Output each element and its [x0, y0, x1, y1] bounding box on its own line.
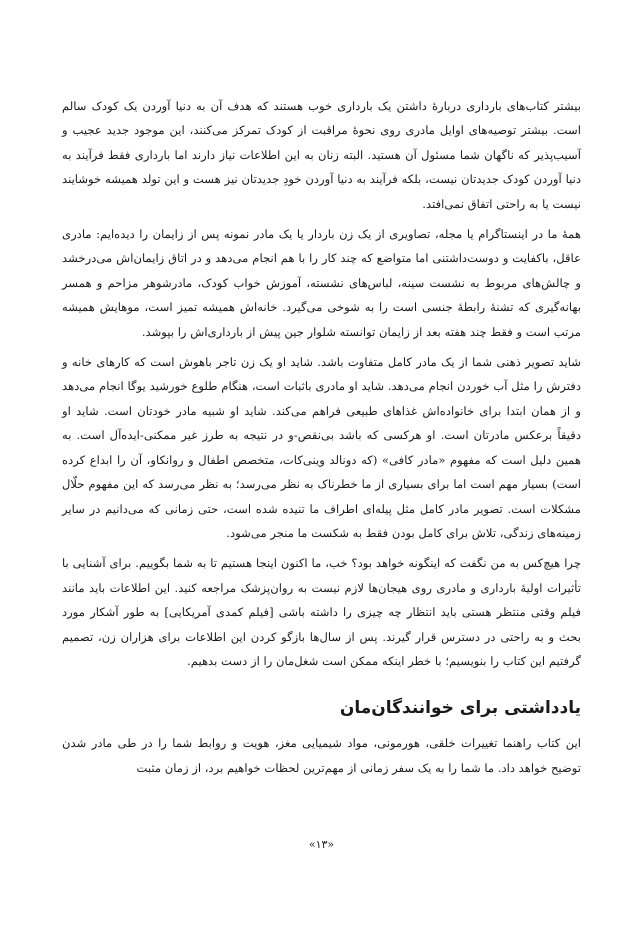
page-number: «۱۳»	[308, 838, 335, 851]
body-paragraph-4: چرا هیچ‌کس به من نگفت که اینگونه خواهد بود؟ خب، ما اکنون اینجا هستیم تا به شما بگوییم. برای آشنایی با تأثیرات اولیهٔ بارداری و مادری روی هیجان‌ها لازم نیست به روان‌پزشک مراجعه کنید. این اطلاعات باید مانند فیلم وقتی منتظر هستی باید انتظار چه چیزی را داشته باشی [فیلم کمدی آمریکایی] به طور آشکار مورد بحث و به راحتی در دسترس قرار گیرند. پس از سال‌ها بازگو کردن این اطلاعات برای هزاران زن، تصمیم گرفتیم این کتاب را بنویسیم؛ با خطر اینکه ممکن است شغل‌مان را از دست بدهیم.	[62, 556, 581, 668]
body-paragraph-1: بیشتر کتاب‌های بارداری دربارهٔ داشتن یک بارداری خوب هستند که هدف آن به دنیا آوردن یک کودک سالم است. بیشتر توصیه‌های اوایل مادری روی نحوهٔ مراقبت از کودک تمرکز می‌کنند، این موجود جدید عجیب و آسیب‌پذیر که ناگهان شما مسئول آن هستید. البته زنان به این اطلاعات نیاز دارند اما بارداری فقط فرآیند به دنیا آوردن کودک جدیدتان نیست، بلکه فرآیند به دنیا آوردن خودِ جدیدتان نیز هست و این تولد همیشه خوشایند نیست یا به راحتی اتفاق نمی‌افتد.	[62, 99, 581, 211]
body-paragraph-3: شاید تصویر ذهنی شما از یک مادر کامل متفاوت باشد. شاید او یک زن تاجر باهوش است که کارهای خانه و دفترش را مثل آب خوردن انجام می‌دهد. شاید او مادری باثبات است، هنگام طلوع خورشید یوگا انجام می‌دهد و از همان ابتدا برای خانواده‌اش غذاهای طبیعی فراهم می‌کند. شاید او شبیه مادر خودتان است. شاید او دقیقاً برعکس مادرتان است. او هرکسی که باشد بی‌نقص-و در نتیجه به طرز غیر ممکنی-ایده‌آل است. به همین دلیل است که مفهوم «مادر کافی» (که دونالد وینی‌کات، متخصص اطفال و روانکاو، آن را ابداع کرده است) بسیار مهم است اما برای بسیاری از ما خطرناک به نظر می‌رسد؛ به نظر می‌رسد که این مفهوم حلّال مشکلات است. تصویر مادر کامل مثل پیله‌ای اطراف ما تنیده شده است، حتی زمانی که می‌دانیم در سایر زمینه‌های زندگی، تلاش برای کامل بودن فقط به شکست ما منجر می‌شود.	[62, 355, 581, 540]
section-heading: یادداشتی برای خوانندگان‌مان	[339, 698, 581, 719]
body-paragraph-2: همهٔ ما در اینستاگرام یا مجله، تصاویری از یک زن باردار یا یک مادر نمونه پس از زایمان را دیده‌ایم: مادری عاقل، باکفایت و دوست‌داشتنی اما متواضع که چند کار را با هم انجام می‌دهد و در اتاق زایمان‌اش می‌درخشد و چالش‌های مربوط به نشست سینه، لباس‌های نشسته، آموزش خواب کودک، مادرشوهر مزاحم و همسر بهانه‌گیری که تشنهٔ رابطهٔ جنسی است را به شوخی می‌گیرد. خانه‌اش همیشه تمیز است، موهایش همیشه مرتب است و فقط چند هفته بعد از زایمان توانسته شلوار جین پیش از بارداری‌اش را بپوشد.	[62, 227, 581, 339]
section-paragraph: این کتاب راهنما تغییرات خلقی، هورمونی، مواد شیمیایی مغز، هویت و روابط شما را در طی مادر شدن توضیح خواهد داد. ما شما را به یک سفر زمانی از مهم‌ترین لحظات خواهیم برد، از زمان مثبت	[62, 736, 581, 775]
